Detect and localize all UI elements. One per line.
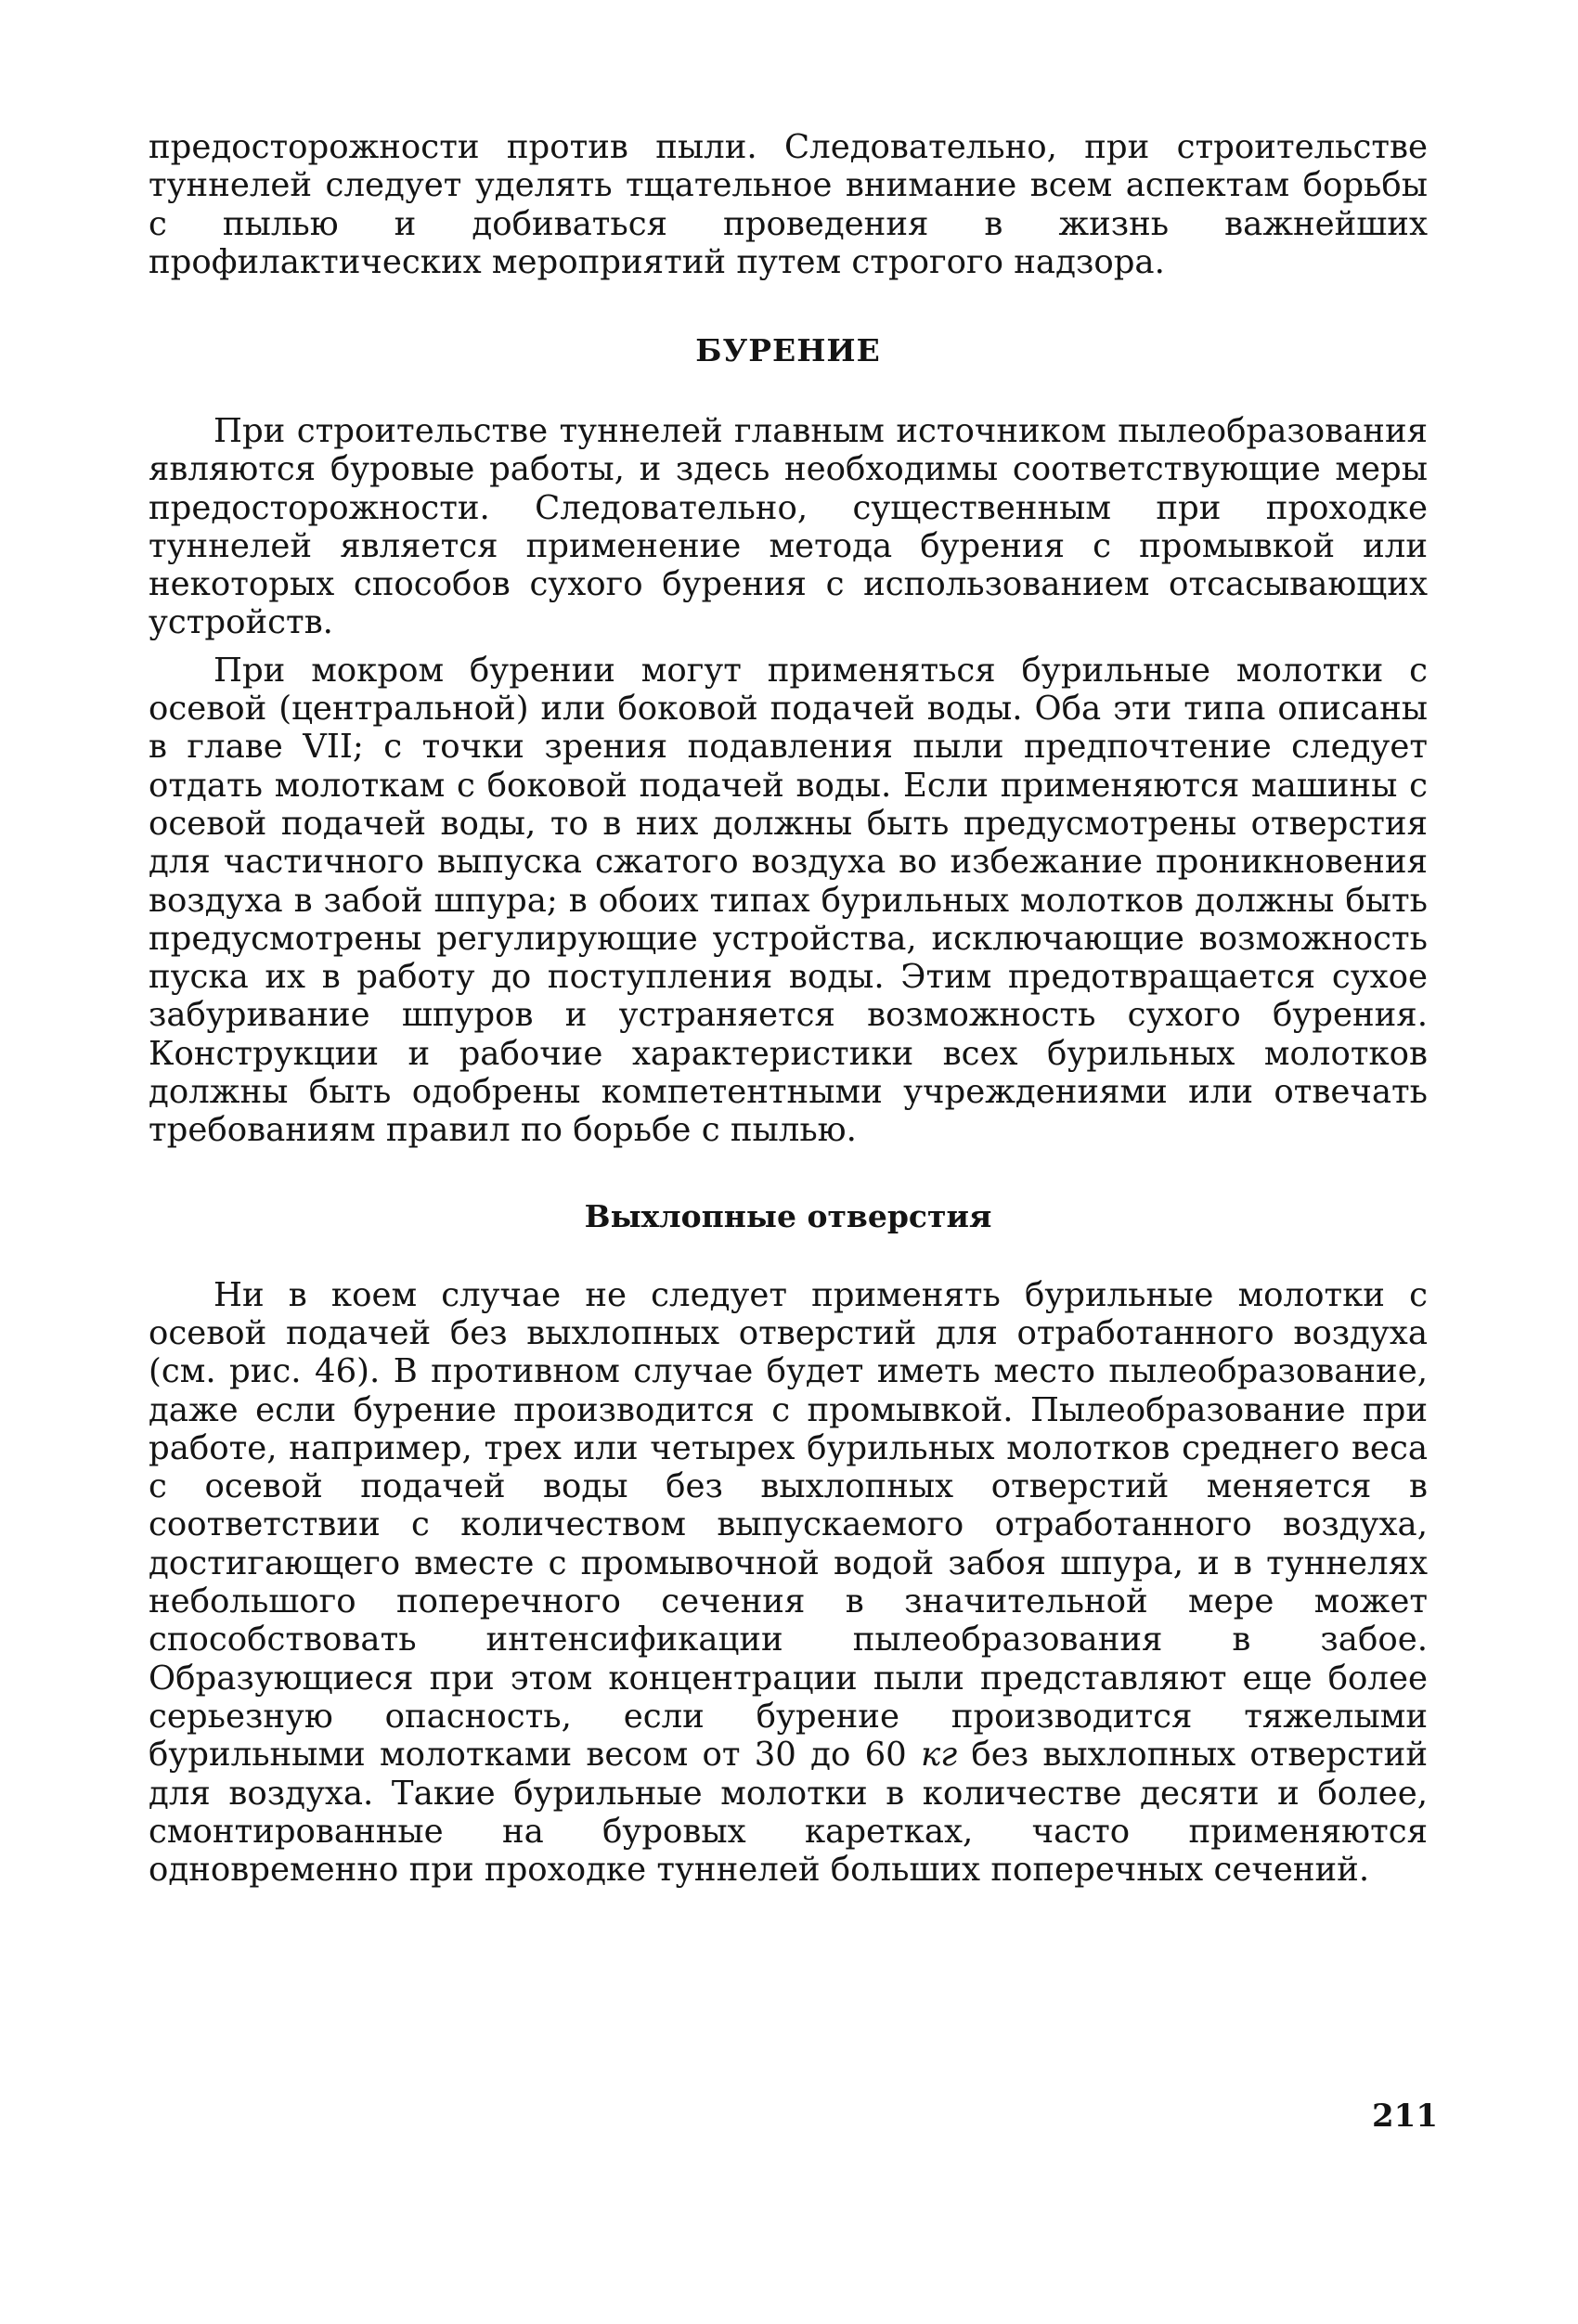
subsection-heading-exhaust: Выхлопные отверстия bbox=[584, 1197, 992, 1234]
unit-kg: кг bbox=[921, 1736, 958, 1775]
section-heading-drilling: БУРЕНИЕ bbox=[695, 332, 881, 368]
page-number: 211 bbox=[1372, 2098, 1438, 2135]
page-body bbox=[149, 128, 1428, 1889]
exhaust-paragraph-end: без выхлопных отверстий для воздуха. Такие бурильные молотки в количестве десяти и более, смонтированные на буровых каретках, часто применяются одновременно при проходке туннелей больших поперечных сечений. bbox=[149, 1736, 1428, 1890]
drilling-paragraph-2: При мокром бурении могут применяться бурильные молотки с осевой (центральной) или боковой подачей воды. Оба эти типа описаны в главе VII; с точки зрения подавления пыли предпочтение следует отдать молоткам с боковой подачей воды. Если применяются машины с осевой подачей воды, то в них должны быть предусмотрены отверстия для частичного выпуска сжатого воздуха во избежание проникновения воздуха в забой шпура; в обоих типах бурильных молотков должны быть предусмотрены регулирующие устройства, исключающие возможность пуска их в работу до поступления воды. Этим предотвращается сухое забуривание шпуров и устраняется возможность сухого бурения. Конструкции и рабочие характеристики всех бурильных молотков должны быть одобрены компетентными учреждениями или отвечать требованиям правил по борьбе с пылью. bbox=[149, 651, 1428, 1150]
exhaust-paragraph-start: Ни в коем случае не следует применять бурильные молотки с осевой подачей без выхлопных отверстий для отработанного воздуха (см. рис. 46). В противном случае будет иметь место пылеобразование, даже если бурение производится с промывкой. Пылеобразование при работе, например, трех или четырех бурильных молотков среднего веса с осевой подачей воды без выхлопных отверстий меняется в соответствии с количеством выпускаемого отработанного воздуха, достигающего вместе с промывочной водой забоя шпура, и в туннелях небольшого поперечного сечения в значительной мере может способствовать интенсификации пылеобразования в забое. Образующиеся при этом концентрации пыли представляют еще более серьезную опасность, если бурение производится тяжелыми бурильными молотками весом от 30 до 60 bbox=[149, 1275, 1428, 1775]
intro-paragraph: предосторожности против пыли. Следовательно, при строительстве туннелей следует уделять тщательное внимание всем аспектам борьбы с пылью и добиваться проведения в жизнь важнейших профилактических мероприятий путем строгого надзора. bbox=[149, 128, 1428, 281]
exhaust-paragraph bbox=[149, 1276, 1428, 1890]
drilling-paragraph-1: При строительстве туннелей главным источником пылеобразования являются буровые работы, и здесь необходимы соответствующие меры предосторожности. Следовательно, существенным при проходке туннелей является применение метода бурения с промывкой или некоторых способов сухого бурения с использованием отсасывающих устройств. bbox=[149, 412, 1428, 642]
